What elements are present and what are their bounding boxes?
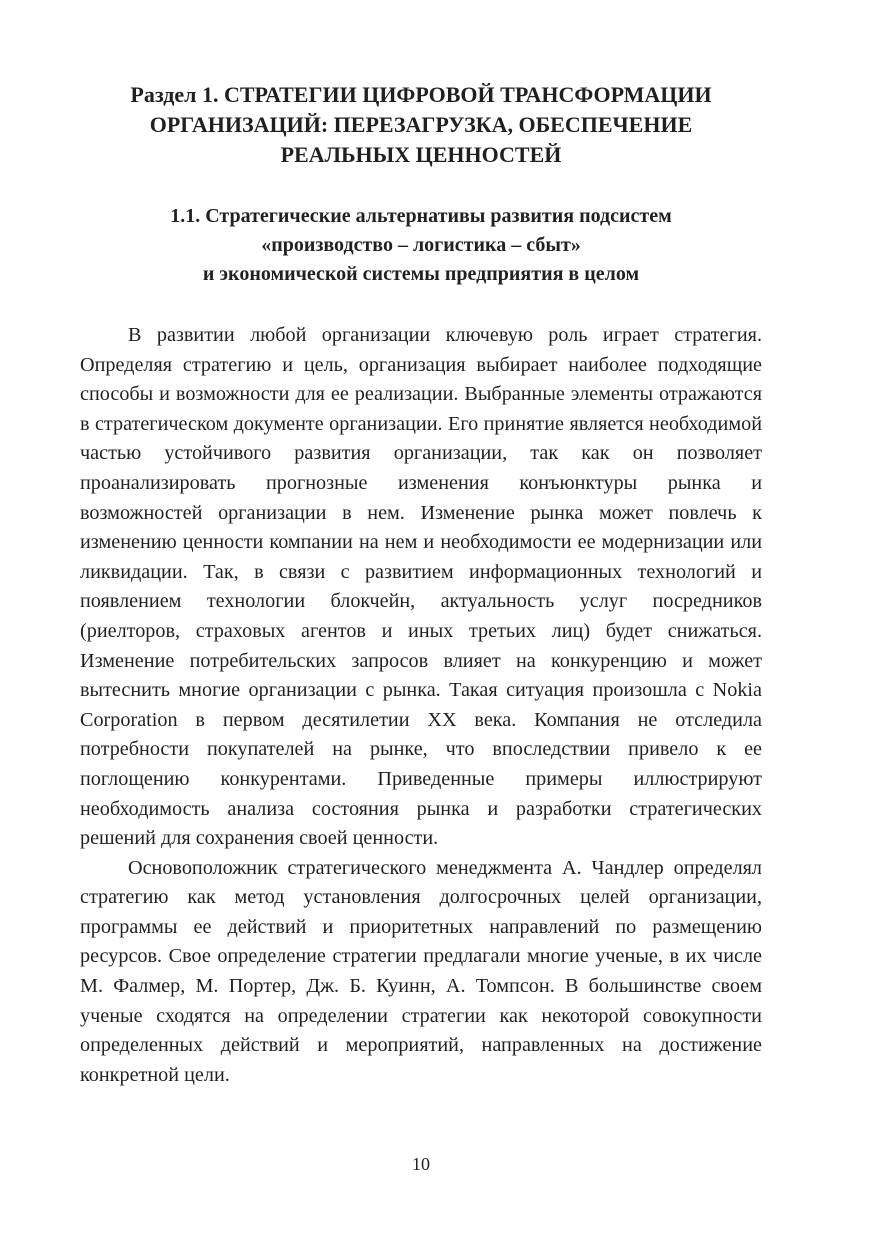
page-number: 10	[412, 1154, 430, 1174]
section-title-line: ОРГАНИЗАЦИЙ: ПЕРЕЗАГРУЗКА, ОБЕСПЕЧЕНИЕ	[149, 112, 693, 137]
section-title	[80, 80, 762, 170]
subsection-title-line: и экономической системы предприятия в целом	[202, 263, 640, 285]
section-title-line: Раздел 1. СТРАТЕГИИ ЦИФРОВОЙ ТРАНСФОРМАЦИИ	[130, 82, 712, 107]
paragraph: В развитии любой организации ключевую роль играет стратегия. Определяя стратегию и цель, организация выбирает наиболее подходящие способы и возможности для ее реализации. Выбранные элементы отражаются в стратегическом документе организации. Его принятие является необходимой частью устойчивого развития организации, так как он позволяет проанализировать прогнозные изменения конъюнктуры рынка и возможностей организации в нем. Изменение рынка может повлечь к изменению ценности компании на нем и необходимости ее модернизации или ликвидации. Так, в связи с развитием информационных технологий и появлением технологии блокчейн, актуальность услуг посредников (риелторов, страховых агентов и иных третьих лиц) будет снижаться. Изменение потребительских запросов влияет на конкуренцию и может вытеснить многие организации с рынка. Такая ситуация произошла с Nokia Corporation в первом десятилетии XX века. Компания не отследила потребности покупателей на рынке, что впоследствии привело к ее поглощению конкурентами. Приведенные примеры иллюстрируют необходимость анализа состояния рынка и разработки стратегических решений для сохранения своей ценности.	[80, 324, 762, 850]
section-title-line: РЕАЛЬНЫХ ЦЕННОСТЕЙ	[280, 142, 562, 167]
subsection-title-line: 1.1. Стратегические альтернативы развития подсистем	[170, 205, 672, 227]
paragraph: Основоположник стратегического менеджмента А. Чандлер определял стратегию как метод установления долгосрочных целей организации, программы ее действий и приоритетных направлений по размещению ресурсов. Свое определение стратегии предлагали многие ученые, в их числе М. Фалмер, М. Портер, Дж. Б. Куинн, А. Томпсон. В большинстве своем ученые сходятся на определении стратегии как некоторой совокупности определенных действий и мероприятий, направленных на достижение конкретной цели.	[80, 856, 762, 1086]
subsection-title-line: «производство – логистика – сбыт»	[261, 234, 581, 256]
subsection-title	[80, 202, 762, 289]
body-text	[80, 321, 762, 1090]
